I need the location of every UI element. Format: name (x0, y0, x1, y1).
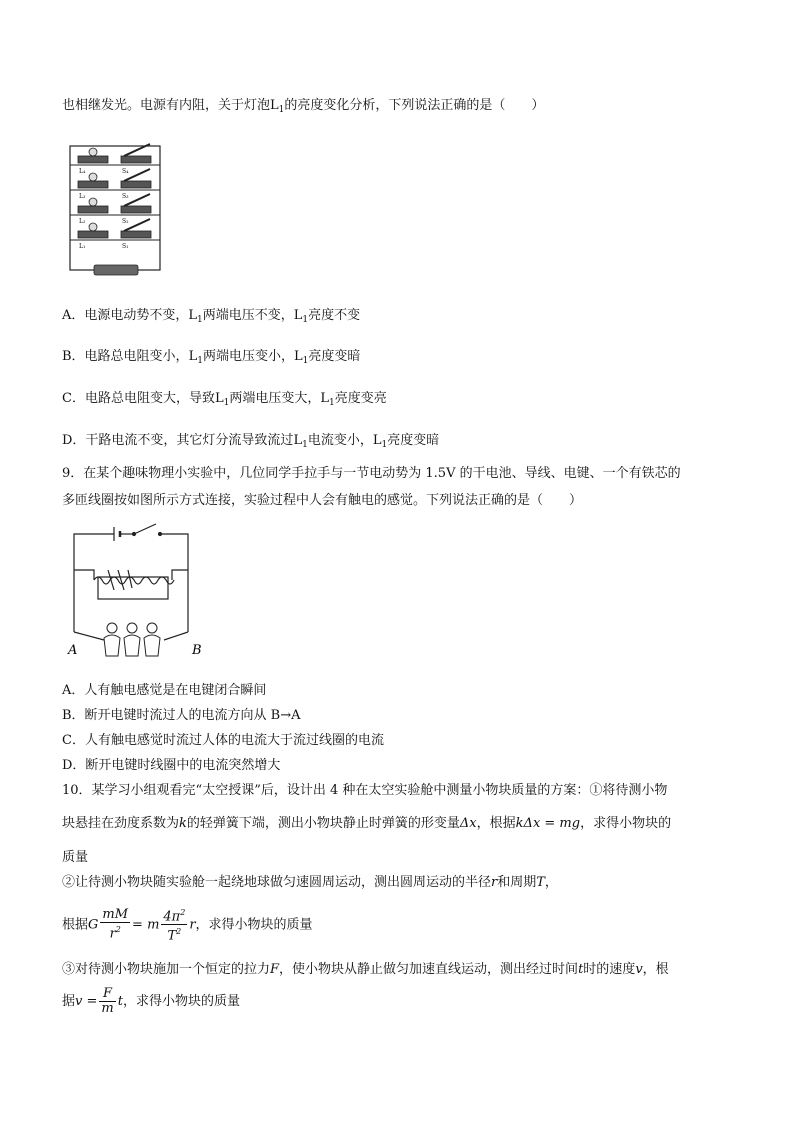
fig-label-s3: S₃ (122, 193, 129, 200)
fig-label-l2: L₂ (79, 218, 86, 225)
q10-stem-line3: 质量 (62, 850, 89, 865)
q8-option-b: B．电路总电阻变小，$L_1$两端电压变小，$L_1$亮度变暗 (62, 349, 361, 366)
fig-label-s4: S₄ (122, 168, 129, 175)
q9-option-a: A．人有触电感觉是在电键闭合瞬间 (62, 683, 267, 698)
q9-option-c: C．人有触电感觉时流过人体的电流大于流过线圈的电流 (62, 733, 384, 748)
q10-method2-line1: ②让待测小物块随实验舱一起绕地球做匀速圆周运动，测出圆周运动的半径r和周期T， (62, 875, 558, 890)
q9-stem-line2: 多匝线圈按如图所示方式连接，实验过程中人会有触电的感觉。下列说法正确的是（ ） (62, 493, 583, 508)
lamp-switch-circuit-figure (66, 140, 166, 280)
q10-stem-line2: 块悬挂在劲度系数为k的轻弹簧下端，测出小物块静止时弹簧的形变量Δx，根据kΔx = mg，求得小物块的 (62, 816, 672, 831)
q8-stem: 也相继发光。电源有内阻，关于灯泡$L_1$的亮度变化分析，下列说法正确的是（ ） (62, 98, 545, 115)
q9-option-d: D．断开电键时线圈中的电流突然增大 (62, 758, 281, 773)
fig-label-s1: S₁ (122, 243, 129, 250)
q10-method2-formula: 根据G $\frac{mM}{r^2}$ = m $\frac{4\pi^2}{T^2}$ r，求得小物块的质量 (62, 907, 313, 944)
q10-stem-line1: 10．某学习小组观看完“太空授课”后，设计出 4 种在太空实验舱中测量小物块质量的方案：①将待测小物 (62, 783, 668, 798)
fig-label-s2: S₂ (122, 218, 129, 225)
fig-label-l1: L₁ (79, 243, 86, 250)
coil-circuit-figure (64, 522, 214, 662)
fig-label-l4: L₄ (79, 168, 86, 175)
fig-label-l3: L₃ (79, 193, 86, 200)
q8-option-d: D．干路电流不变，其它灯分流导致流过$L_1$电流变小，$L_1$亮度变暗 (62, 433, 440, 450)
q8-option-c: C．电路总电阻变大，导致$L_1$两端电压变大，$L_1$亮度变亮 (62, 391, 387, 408)
q9-option-b: B．断开电键时流过人的电流方向从 B→A (62, 708, 301, 723)
label-b: B (192, 643, 202, 658)
q10-method3-formula: 据v = $\frac{F}{m}$ t，求得小物块的质量 (62, 986, 240, 1016)
q10-method3-line1: ③对待测小物块施加一个恒定的拉力F，使小物块从静止做匀加速直线运动，测出经过时间t时的速度v，根 (62, 962, 669, 977)
label-a: A (68, 643, 78, 658)
q9-stem-line1: 9．在某个趣味物理小实验中，几位同学手拉手与一节电动势为 1.5V 的干电池、导线、电键、一个有铁芯的 (62, 466, 681, 481)
q8-option-a: A．电源电动势不变，$L_1$两端电压不变，$L_1$亮度不变 (62, 308, 361, 325)
